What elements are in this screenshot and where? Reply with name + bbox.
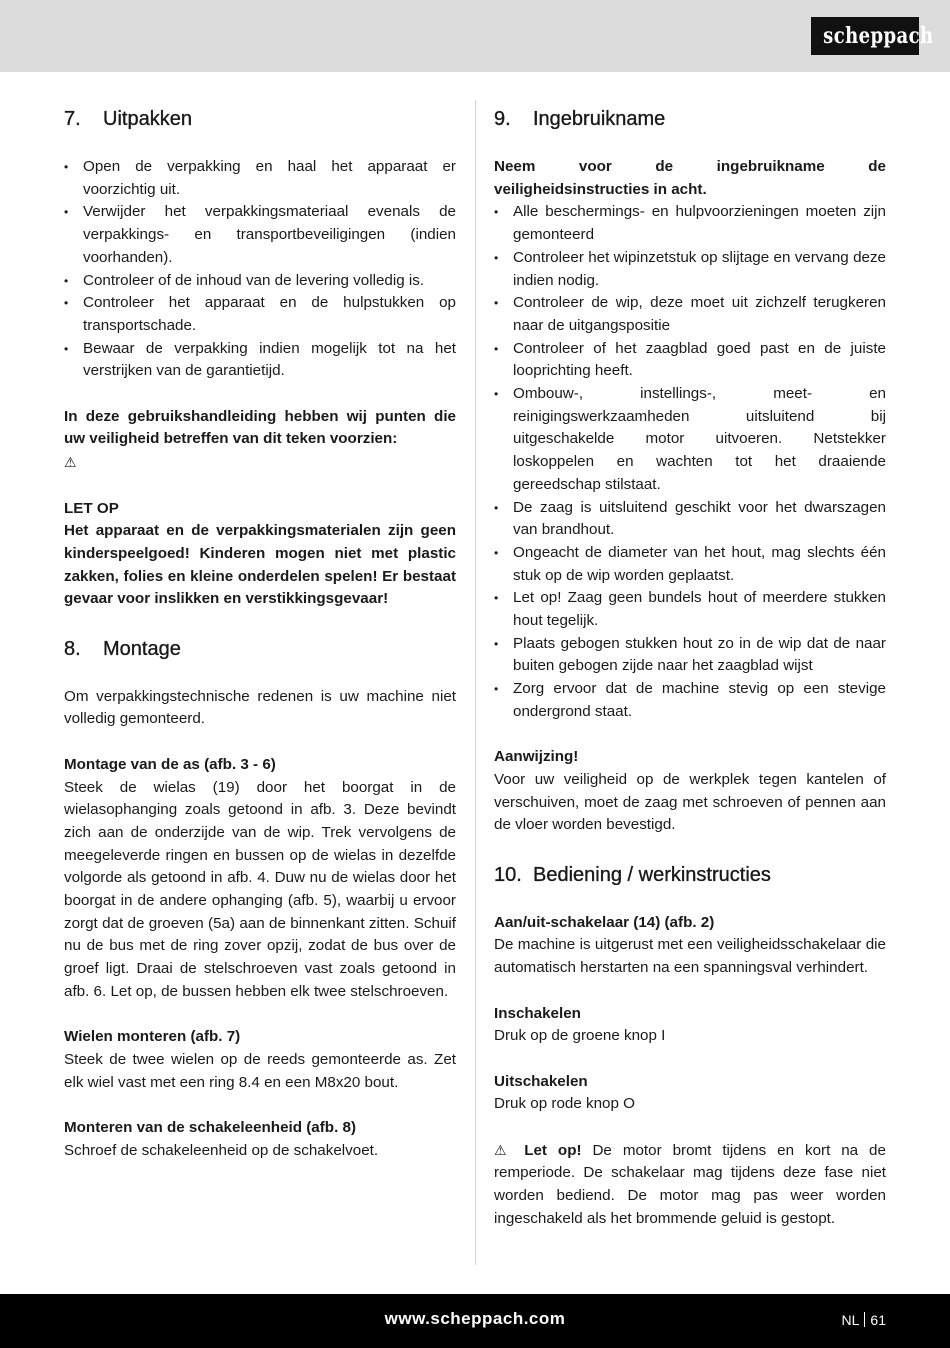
left-column — [64, 104, 456, 1162]
list-item: • Controleer of het zaagblad goed past en de juiste looprichting heeft. — [494, 338, 886, 383]
brand-logo: scheppach — [811, 17, 919, 55]
list-item: • Controleer of de inhoud van de levering volledig is. — [64, 270, 456, 293]
list-item: • Let op! Zaag geen bundels hout of meerdere stukken hout tegelijk. — [494, 587, 886, 632]
switch-on-title: Inschakelen — [494, 1004, 581, 1022]
warning-icon: ⚠ — [64, 454, 77, 471]
right-column — [494, 104, 886, 1231]
list-item: • Controleer het wipinzetstuk op slijtage en vervang deze indien nodig. — [494, 247, 886, 292]
switch-off-text: Druk op rode knop O — [494, 1095, 635, 1113]
switch-title: Aan/uit-schakelaar (14) (afb. 2) — [494, 913, 715, 931]
motor-warning — [494, 1139, 886, 1231]
list-item: • Controleer het apparaat en de hulpstukken op transportschade. — [64, 292, 456, 337]
list-item: • Verwijder het verpakkingsmateriaal evenals de verpakkings- en transportbeveiligingen (indien voorhanden). — [64, 201, 456, 269]
list-item: • De zaag is uitsluitend geschikt voor het dwarszagen van brandhout. — [494, 497, 886, 542]
montage-intro: Om verpakkingstechnische redenen is uw machine niet volledig gemonteerd. — [64, 687, 456, 728]
list-item: • Controleer de wip, deze moet uit zichzelf terugkeren naar de uitgangspositie — [494, 292, 886, 337]
wheels-title: Wielen monteren (afb. 7) — [64, 1028, 241, 1046]
warning-text: De motor bromt tijdens en kort na de remperiode. De schakelaar mag tijdens deze fase niet worden bediend. De motor mag pas weer worden ingeschakeld als het brommende geluid is gestopt. — [494, 1141, 886, 1227]
section-10-heading: 10. Bediening / werkinstructies — [494, 863, 771, 886]
axle-text: Steek de wielas (19) door het boorgat in de wielasophanging zoals getoond in afb. 3. Deze bevindt zich aan de onderzijde van de wip. Trek vervolgens de meegeleverde ringen en bussen op de wielas in dezelfde volgorde als getoond in afb. 4. Duw nu de wielas door het boorgat in de andere ophanging (afb. 5), waarbij u ervoor zorgt dat de groeven (5a) aan de binnenkant zitten. Schuif nu de bus met de ring zover opzij, zodat de bus over de groef ligt. Draai de stelschroeven vast zoals getoond in afb. 6. Let op, de bussen hebben elk twee stelschroeven. — [64, 778, 456, 1000]
hint-text: Voor uw veiligheid op de werkplek tegen kantelen of verschuiven, moet de zaag met schroeven of pennen aan de vloer worden bevestigd. — [494, 770, 886, 834]
wheels-text: Steek de twee wielen op de reeds gemonteerde as. Zet elk wiel vast met een ring 8.4 en een M8x20 bout. — [64, 1050, 456, 1091]
footer-bar — [0, 1294, 950, 1348]
warning-icon: ⚠ — [494, 1141, 514, 1158]
list-item: • Plaats gebogen stukken hout zo in de wip dat de naar buiten gebogen zijde naar het zaagblad wijst — [494, 633, 886, 678]
section-7-heading: 7. Uitpakken — [64, 108, 192, 130]
letop-title: LET OP — [64, 499, 119, 517]
website-link[interactable]: www.scheppach.com — [384, 1309, 566, 1328]
switch-text: De machine is uitgerust met een veiligheidsschakelaar die automatisch herstarten na een spanningsval verhindert. — [494, 936, 886, 977]
switch-on-text: Druk op de groene knop I — [494, 1027, 666, 1045]
list-item: • Ombouw-, instellings-, meet- en reinigingswerkzaamheden uitsluitend bij uitgeschakelde motor uitvoeren. Netstekker loskoppelen en wachten tot het draaiende gereedschap stilstaat. — [494, 383, 886, 497]
hint-title: Aanwijzing! — [494, 748, 579, 766]
switch-unit-title: Monteren van de schakeleenheid (afb. 8) — [64, 1119, 357, 1137]
unpacking-list — [64, 156, 456, 383]
list-item: • Ongeacht de diameter van het hout, mag slechts één stuk op de wip worden geplaatst. — [494, 542, 886, 587]
warning-label: Let op! — [524, 1141, 582, 1159]
commissioning-intro: Neem voor de ingebruikname de veiligheidsinstructies in acht. — [494, 158, 886, 198]
letop-text: Het apparaat en de verpakkingsmaterialen zijn geen kinderspeelgoed! Kinderen mogen niet met plastic zakken, folies en kleine onderdelen spelen! Er bestaat gevaar voor inslikken en verstikkingsgevaar! — [64, 522, 456, 608]
header-bar — [0, 0, 950, 72]
section-9-heading: 9. Ingebruikname — [494, 108, 666, 130]
list-item: • Open de verpakking en haal het apparaat er voorzichtig uit. — [64, 156, 456, 201]
column-divider — [475, 100, 476, 1265]
list-item: • Zorg ervoor dat de machine stevig op een stevige ondergrond staat. — [494, 678, 886, 723]
axle-title: Montage van de as (afb. 3 - 6) — [64, 755, 276, 773]
list-item: • Bewaar de verpakking indien mogelijk tot na het verstrijken van de garantietijd. — [64, 338, 456, 383]
list-item: • Alle beschermings- en hulpvoorzieningen moeten zijn gemonteerd — [494, 201, 886, 246]
switch-off-title: Uitschakelen — [494, 1072, 588, 1090]
safety-note: In deze gebruikshandleiding hebben wij punten die uw veiligheid betreffen van dit teken voorzien: — [64, 407, 456, 448]
page-number: NL 61 — [841, 1312, 886, 1328]
section-8-heading: 8. Montage — [64, 637, 181, 660]
commissioning-list — [494, 201, 886, 723]
switch-unit-text: Schroef de schakeleenheid op de schakelvoet. — [64, 1141, 379, 1159]
